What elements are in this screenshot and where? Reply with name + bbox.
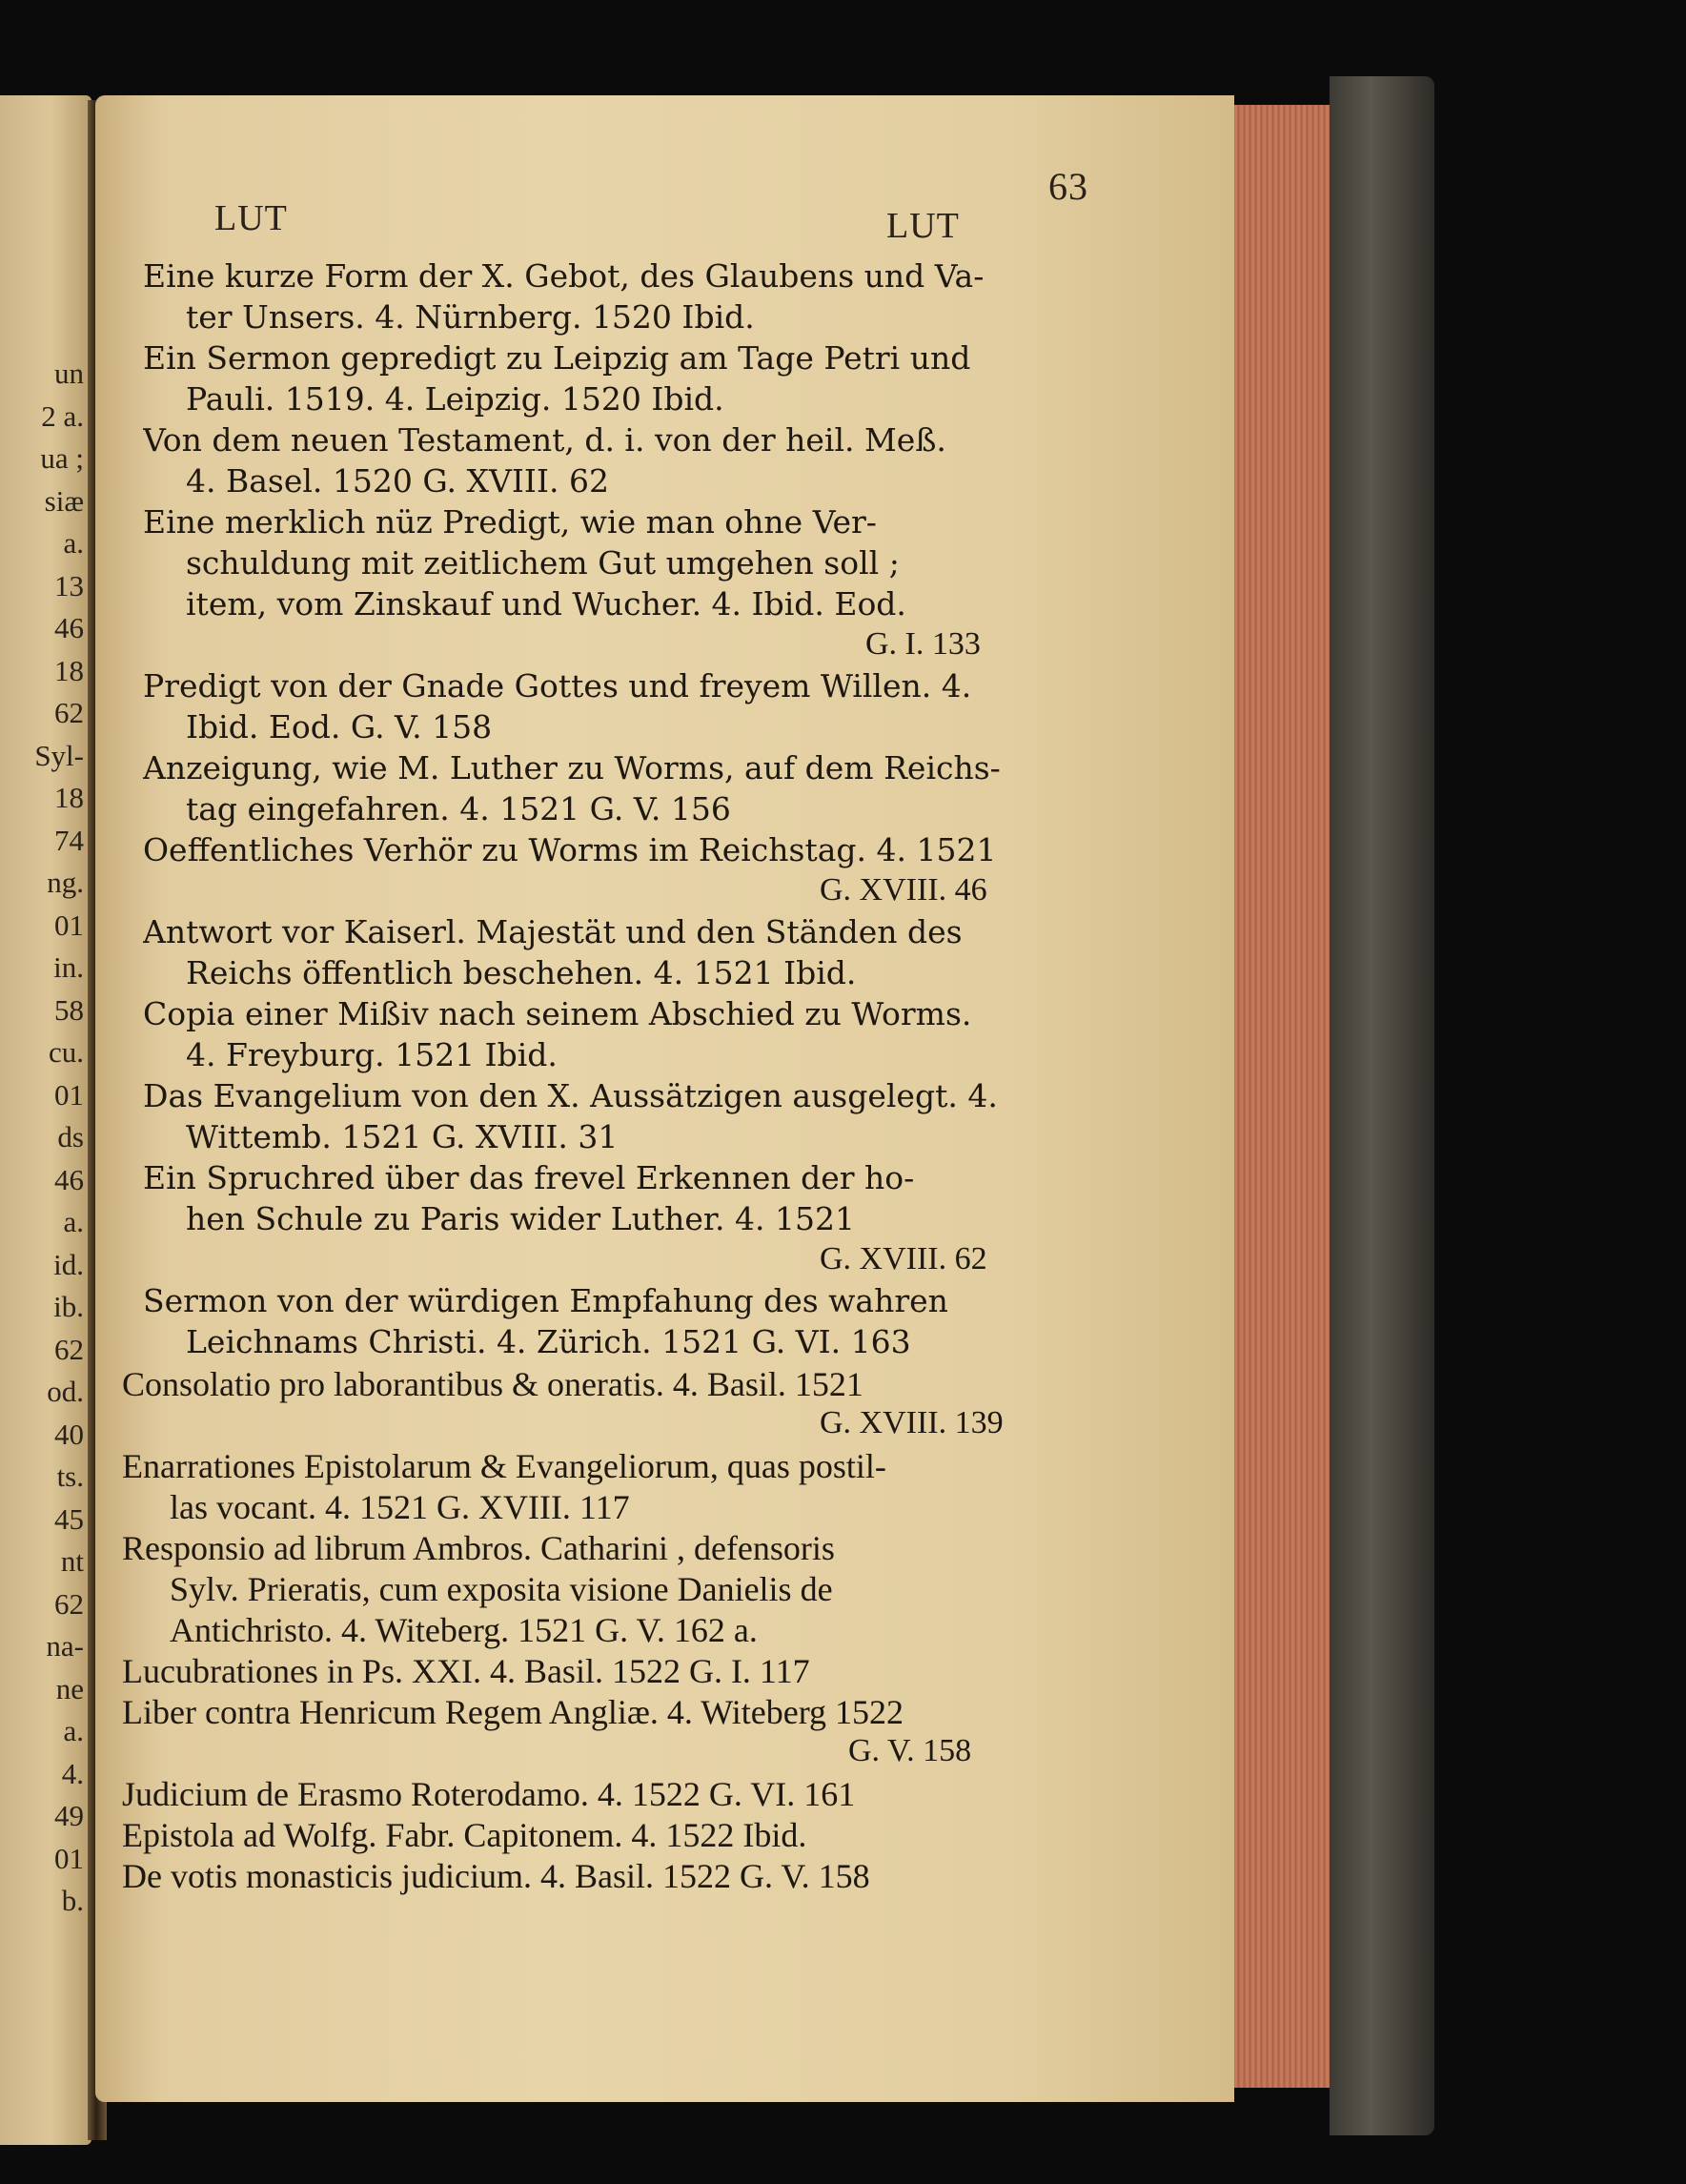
left-fragment: ds [57,1120,84,1153]
left-fragment: 18 [54,781,84,814]
left-fragment: un [54,357,84,390]
left-fragment: 2 a. [41,398,84,433]
text-line: Lucubrationes in Ps. XXI. 4. Basil. 1522 G. I. 117 [122,1652,810,1690]
left-fragment: ib. [53,1290,84,1323]
text-line: Reichs öffentlich beschehen. 4. 1521 Ibid. [186,954,857,991]
text-line: tag eingefahren. 4. 1521 G. V. 156 [186,790,731,827]
text-line: Enarrationes Epistolarum & Evangeliorum, quas postil- [122,1447,886,1485]
text-line: schuldung mit zeitlichem Gut umgehen soll ; [186,544,900,582]
left-fragment: ua ; [40,441,84,475]
text-line: Eine merklich nüz Predigt, wie man ohne Ver- [143,503,877,541]
text-line: las vocant. 4. 1521 G. XVIII. 117 [170,1488,630,1526]
text-line: Predigt von der Gnade Gottes und freyem Willen. 4. [143,667,972,704]
reference: G. V. 158 [848,1733,972,1768]
text-line: ter Unsers. 4. Nürnberg. 1520 Ibid. [186,298,755,336]
text-line: Pauli. 1519. 4. Leipzig. 1520 Ibid. [186,380,724,418]
text-line: Das Evangelium von den X. Aussätzigen ausgelegt. 4. [143,1077,998,1114]
text-line: Anzeigung, wie M. Luther zu Worms, auf dem Reichs- [143,749,1001,786]
left-fragment: 49 [54,1799,84,1832]
text-line: Antichristo. 4. Witeberg. 1521 G. V. 162 a. [170,1611,758,1649]
reference: G. XVIII. 62 [820,1241,987,1276]
left-fragment: ne [55,1671,84,1705]
left-fragment: a. [63,1714,84,1747]
left-page-fragments [0,353,88,1923]
left-fragment: 40 [54,1417,84,1451]
text-line: Von dem neuen Testament, d. i. von der heil. Meß. [143,421,946,459]
left-fragment: ts. [56,1459,84,1493]
text-line: Ein Spruchred über das frevel Erkennen der ho- [143,1159,915,1196]
left-fragment: 58 [54,992,84,1027]
left-page [0,95,91,2145]
text-line: Sermon von der würdigen Empfahung des wahren [143,1282,948,1319]
text-line: hen Schule zu Paris wider Luther. 4. 1521 [186,1200,855,1237]
left-fragment: 18 [54,653,84,687]
left-fragment: siæ [44,483,84,518]
text-line: Liber contra Henricum Regem Angliæ. 4. Witeberg 1522 [122,1693,904,1731]
left-fragment: a. [63,1205,84,1238]
text-line: Leichnams Christi. 4. Zürich. 1521 G. VI. 163 [186,1323,911,1360]
text-line: Oeffentliches Verhör zu Worms im Reichstag. 4. 1521 [143,831,997,868]
left-fragment: Syl- [34,738,84,772]
left-fragment: 01 [54,1077,84,1112]
left-fragment: 62 [54,696,84,729]
reference: G. XVIII. 46 [820,872,987,908]
left-fragment: 62 [54,1332,84,1366]
text-line: Consolatio pro laborantibus & oneratis. 4. Basil. 1521 [122,1365,863,1403]
text-line: Wittemb. 1521 G. XVIII. 31 [186,1118,619,1155]
text-line: item, vom Zinskauf und Wucher. 4. Ibid. Eod. [186,585,906,623]
left-fragment: 46 [54,1162,84,1196]
left-fragment: 46 [54,611,84,644]
left-fragment: 4. [61,1756,84,1790]
text-line: Epistola ad Wolfg. Fabr. Capitonem. 4. 1522 Ibid. [122,1816,807,1854]
left-fragment: ng. [47,866,84,899]
reference: G. XVIII. 139 [820,1405,1004,1440]
left-fragment: 74 [54,823,84,857]
left-fragment: nt [60,1544,84,1578]
text-line: Eine kurze Form der X. Gebot, des Glaubens und Va- [143,257,985,295]
text-line: Ein Sermon gepredigt zu Leipzig am Tage Petri und [143,339,971,377]
right-page [95,95,1234,2102]
left-fragment: 62 [54,1586,84,1621]
book-cover [1330,76,1434,2135]
page-number: 63 [1048,165,1088,208]
left-fragment: a. [63,526,84,560]
text-line: Antwort vor Kaiserl. Majestät und den Ständen des [143,913,963,950]
reference: G. I. 133 [865,626,981,662]
text-line: Responsio ad librum Ambros. Catharini , defensoris [122,1529,835,1567]
left-fragment: 45 [54,1501,84,1536]
running-header-right: LUT [886,206,960,246]
running-header-left: LUT [214,198,288,238]
left-fragment: od. [47,1375,84,1408]
left-fragment: 13 [54,568,84,602]
text-line: Sylv. Prieratis, cum exposita visione Danielis de [170,1570,833,1608]
left-fragment: 01 [54,908,84,942]
text-line: 4. Freyburg. 1521 Ibid. [186,1036,558,1073]
text-line: Ibid. Eod. G. V. 158 [186,708,493,745]
left-fragment: 01 [54,1841,84,1875]
left-fragment: na- [46,1629,84,1663]
left-fragment: b. [61,1884,84,1917]
left-fragment: id. [53,1247,84,1281]
left-fragment: cu. [48,1035,84,1069]
left-fragment: in. [53,950,84,984]
text-line: Judicium de Erasmo Roterodamo. 4. 1522 G. VI. 161 [122,1775,856,1813]
text-line: De votis monasticis judicium. 4. Basil. 1522 G. V. 158 [122,1857,870,1895]
text-line: 4. Basel. 1520 G. XVIII. 62 [186,462,609,500]
text-line: Copia einer Mißiv nach seinem Abschied zu Worms. [143,995,972,1032]
